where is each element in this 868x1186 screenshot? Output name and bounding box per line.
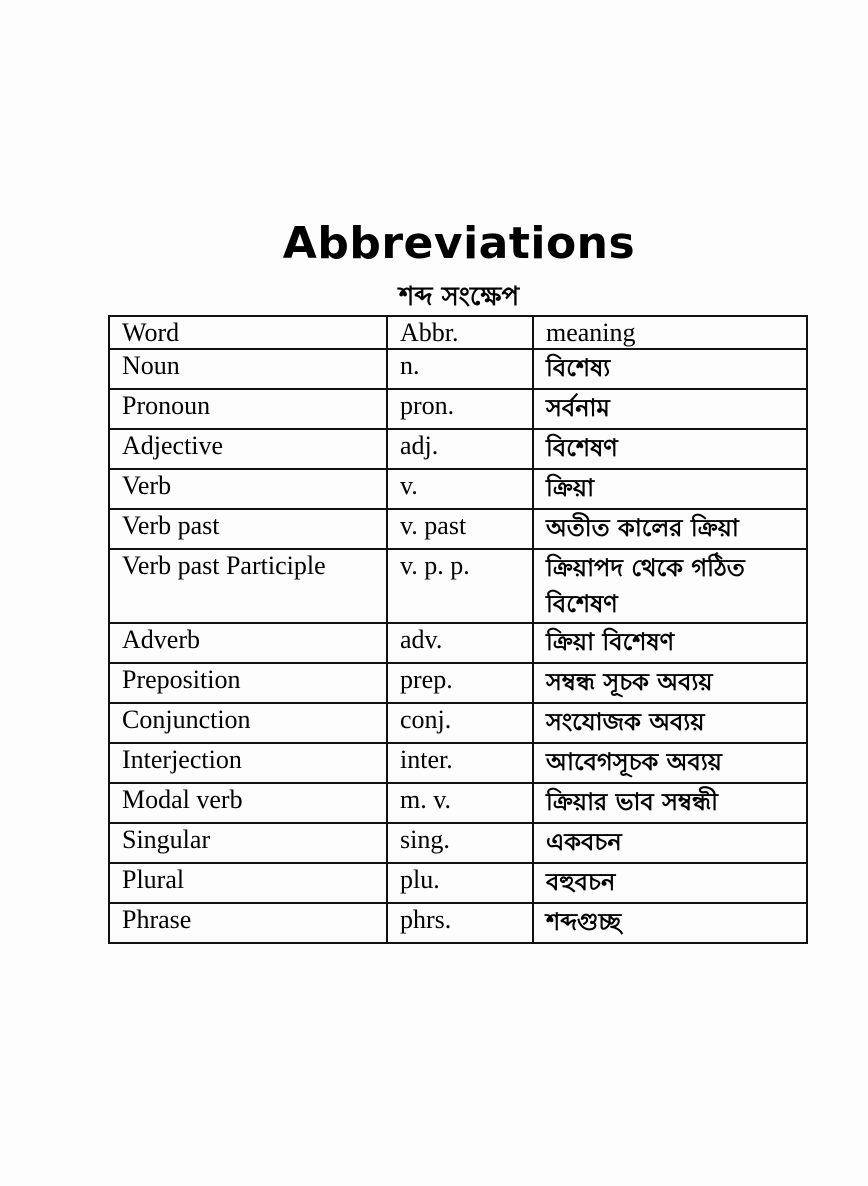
abbr-cell: sing. (387, 823, 533, 863)
meaning-cell: ক্রিয়া (533, 469, 807, 509)
meaning-cell: ক্রিয়া বিশেষণ (533, 623, 807, 663)
table-row (109, 743, 807, 783)
meaning-cell: বিশেষ্য (533, 349, 807, 389)
word-cell: Noun (109, 349, 387, 389)
word-cell: Preposition (109, 663, 387, 703)
table-row (109, 623, 807, 663)
word-cell: Singular (109, 823, 387, 863)
meaning-cell: আবেগসূচক অব্যয় (533, 743, 807, 783)
abbr-cell: plu. (387, 863, 533, 903)
abbr-cell: prep. (387, 663, 533, 703)
meaning-cell: একবচন (533, 823, 807, 863)
page-title: Abbreviations (282, 218, 636, 269)
word-cell: Adjective (109, 429, 387, 469)
meaning-cell: বহুবচন (533, 863, 807, 903)
table-row (109, 863, 807, 903)
word-cell: Pronoun (109, 389, 387, 429)
abbr-cell: v. p. p. (387, 549, 533, 623)
word-cell: Verb (109, 469, 387, 509)
table-row (109, 703, 807, 743)
table-row (109, 349, 807, 389)
word-cell: Conjunction (109, 703, 387, 743)
header-meaning: meaning (533, 316, 807, 349)
word-cell: Adverb (109, 623, 387, 663)
abbr-cell: v. (387, 469, 533, 509)
meaning-cell: অতীত কালের ক্রিয়া (533, 509, 807, 549)
word-cell: Verb past (109, 509, 387, 549)
abbr-cell: n. (387, 349, 533, 389)
table-row (109, 823, 807, 863)
abbr-cell: m. v. (387, 783, 533, 823)
header-word: Word (109, 316, 387, 349)
table-row (109, 389, 807, 429)
table-header-row (109, 316, 807, 349)
word-cell: Interjection (109, 743, 387, 783)
table-row (109, 903, 807, 943)
word-cell: Plural (109, 863, 387, 903)
abbr-cell: phrs. (387, 903, 533, 943)
abbr-cell: adj. (387, 429, 533, 469)
meaning-cell: সংযোজক অব্যয় (533, 703, 807, 743)
table-row (109, 429, 807, 469)
table-row (109, 469, 807, 509)
abbr-cell: inter. (387, 743, 533, 783)
table-row (109, 509, 807, 549)
abbr-cell: conj. (387, 703, 533, 743)
table-row (109, 783, 807, 823)
word-cell: Verb past Participle (109, 549, 387, 623)
table-row (109, 549, 807, 623)
meaning-cell: শব্দগুচ্ছ (533, 903, 807, 943)
abbr-cell: v. past (387, 509, 533, 549)
meaning-cell: সম্বন্ধ সূচক অব্যয় (533, 663, 807, 703)
meaning-cell: বিশেষণ (533, 429, 807, 469)
abbr-cell: adv. (387, 623, 533, 663)
word-cell: Modal verb (109, 783, 387, 823)
page-subtitle: শব্দ সংক্ষেপ (398, 282, 520, 312)
abbr-cell: pron. (387, 389, 533, 429)
abbreviations-table (108, 315, 808, 944)
meaning-cell: ক্রিয়াপদ থেকে গঠিত বিশেষণ (533, 549, 807, 623)
meaning-cell: সর্বনাম (533, 389, 807, 429)
meaning-cell: ক্রিয়ার ভাব সম্বন্ধী (533, 783, 807, 823)
header-abbr: Abbr. (387, 316, 533, 349)
table-row (109, 663, 807, 703)
word-cell: Phrase (109, 903, 387, 943)
